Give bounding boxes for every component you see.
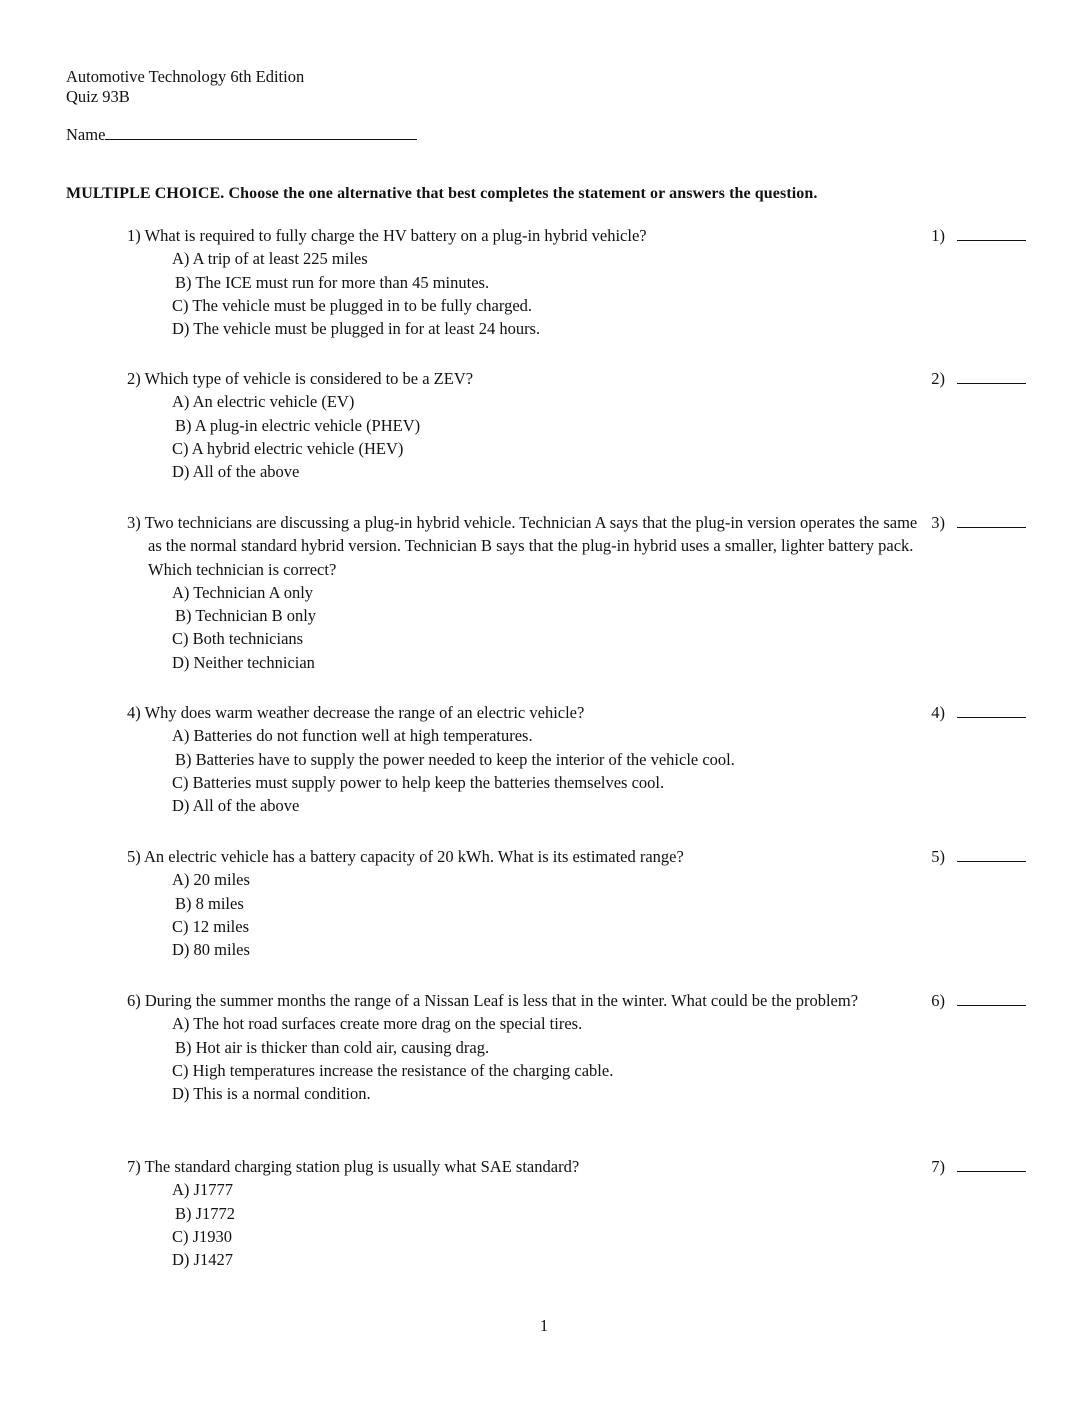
question-6 — [127, 989, 1027, 1105]
answer-option: C) Batteries must supply power to help keep the batteries themselves cool. — [172, 772, 665, 792]
question-2 — [127, 367, 1027, 483]
question-3 — [127, 511, 1027, 674]
answer-blank-line[interactable] — [957, 240, 1026, 241]
answer-option: D) 80 miles — [172, 940, 250, 960]
answer-option: A) Technician A only — [172, 582, 314, 602]
answer-option: A) 20 miles — [172, 870, 250, 890]
answer-option: C) J1930 — [172, 1226, 233, 1246]
page-number: 1 — [539, 1316, 549, 1335]
answer-number: 2) — [931, 369, 945, 388]
answer-option: C) Both technicians — [172, 629, 304, 649]
answer-option: C) 12 miles — [172, 916, 249, 936]
question-text: 2) Which type of vehicle is considered to be a ZEV? — [127, 369, 474, 388]
answer-option: D) All of the above — [172, 796, 300, 816]
instructions: MULTIPLE CHOICE. Choose the one alternative that best completes the statement or answers the question. — [66, 185, 818, 202]
answer-option: A) Batteries do not function well at high temperatures. — [172, 726, 533, 746]
question-4 — [127, 701, 1027, 817]
name-blank-line[interactable] — [105, 125, 417, 140]
answer-number: 6) — [931, 991, 945, 1010]
answer-option: B) Batteries have to supply the power needed to keep the interior of the vehicle cool. — [175, 749, 735, 769]
question-text: 7) The standard charging station plug is usually what SAE standard? — [127, 1157, 580, 1176]
question-text: 5) An electric vehicle has a battery capacity of 20 kWh. What is its estimated range? — [127, 847, 684, 866]
question-text: 6) During the summer months the range of a Nissan Leaf is less that in the winter. What could be the problem? — [127, 991, 859, 1010]
answer-blank-line[interactable] — [957, 1171, 1026, 1172]
answer-number: 5) — [931, 847, 945, 866]
question-text: 4) Why does warm weather decrease the range of an electric vehicle? — [127, 703, 585, 722]
answer-option: A) J1777 — [172, 1180, 233, 1200]
answer-option: B) Technician B only — [175, 606, 317, 626]
answer-option: C) High temperatures increase the resistance of the charging cable. — [172, 1060, 614, 1080]
question-text: 3) Two technicians are discussing a plug-in hybrid vehicle. Technician A says that the plug-in version operates the same as the normal standard hybrid version. Technician B says that the plug-in hybrid uses a smaller, lighter battery pack. Which technician is correct? — [127, 513, 918, 579]
answer-option: D) J1427 — [172, 1250, 233, 1270]
answer-option: A) An electric vehicle (EV) — [172, 392, 355, 412]
answer-option: B) 8 miles — [175, 893, 244, 913]
answer-blank-line[interactable] — [957, 1005, 1026, 1006]
answer-blank-line[interactable] — [957, 527, 1026, 528]
course-title: Automotive Technology 6th Edition — [66, 67, 305, 86]
quiz-title: Quiz 93B — [66, 87, 130, 106]
answer-number: 7) — [931, 1157, 945, 1176]
answer-blank-line[interactable] — [957, 861, 1026, 862]
question-7 — [127, 1155, 1027, 1271]
answer-number: 4) — [931, 703, 945, 722]
answer-option: B) The ICE must run for more than 45 minutes. — [175, 272, 490, 292]
answer-option: A) A trip of at least 225 miles — [172, 249, 368, 269]
answer-blank-line[interactable] — [957, 383, 1026, 384]
answer-blank-line[interactable] — [957, 717, 1026, 718]
name-label: Name — [66, 125, 106, 144]
name-field[interactable] — [66, 125, 417, 145]
answer-option: A) The hot road surfaces create more drag on the special tires. — [172, 1014, 583, 1034]
question-text: 1) What is required to fully charge the HV battery on a plug-in hybrid vehicle? — [127, 226, 647, 245]
answer-option: B) J1772 — [175, 1203, 236, 1223]
question-1 — [127, 224, 1027, 340]
answer-option: D) All of the above — [172, 462, 300, 482]
answer-option: C) A hybrid electric vehicle (HEV) — [172, 438, 404, 458]
answer-number: 3) — [931, 513, 945, 532]
answer-option: B) A plug-in electric vehicle (PHEV) — [175, 415, 421, 435]
answer-number: 1) — [931, 226, 945, 245]
answer-option: D) Neither technician — [172, 652, 315, 672]
answer-option: D) This is a normal condition. — [172, 1084, 371, 1104]
answer-option: C) The vehicle must be plugged in to be fully charged. — [172, 295, 533, 315]
answer-option: B) Hot air is thicker than cold air, causing drag. — [175, 1037, 490, 1057]
question-5 — [127, 845, 1027, 961]
answer-option: D) The vehicle must be plugged in for at least 24 hours. — [172, 319, 541, 339]
